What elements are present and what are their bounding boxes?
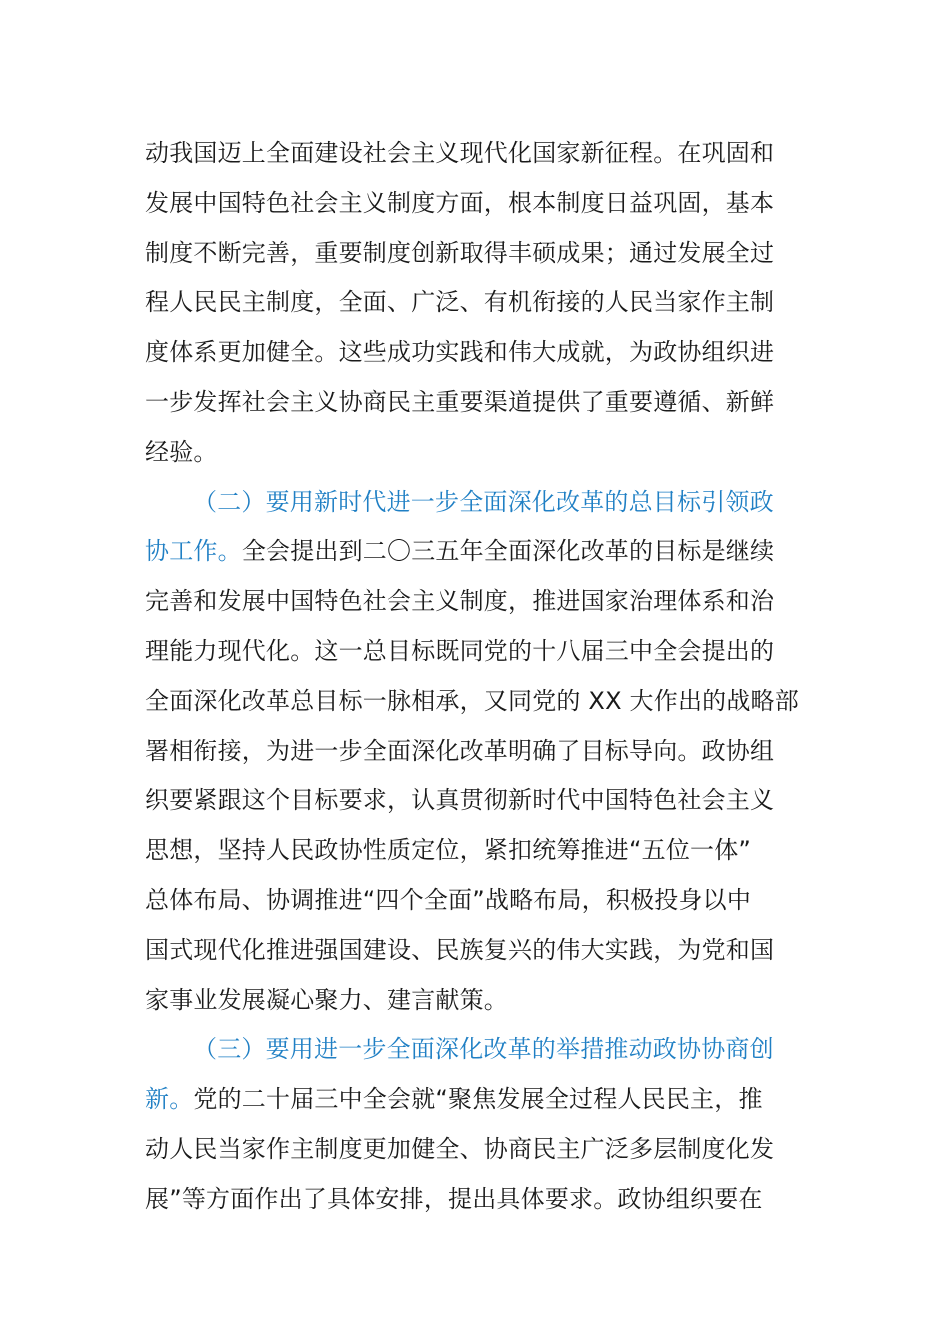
section-heading-2: [145, 478, 825, 528]
text-line: 动我国迈上全面建设社会主义现代化国家新征程。在巩固和: [145, 139, 775, 167]
text-segment: 全会提出到二〇三五年全面深化改革的目标是继续: [241, 537, 775, 566]
section-heading-3: [145, 1025, 825, 1075]
text-line: 理能力现代化。这一总目标既同党的十八届三中全会提出的: [145, 636, 775, 665]
text-line: 家事业发展凝心聚力、建言献策。: [145, 985, 508, 1014]
text-line: 织要紧跟这个目标要求，认真贯彻新时代中国特色社会主义: [145, 786, 775, 815]
text-line: 总体布局、协调推进“四个全面”战略布局，积极投身以中: [145, 885, 752, 914]
section-heading-3-text: （三）要用进一步全面深化改革的举措推动政协协商创: [193, 1035, 774, 1064]
text-line: 制度不断完善，重要制度创新取得丰硕成果；通过发展全过: [145, 238, 775, 267]
text-line: [145, 1075, 825, 1125]
text-line: 国式现代化推进强国建设、民族复兴的伟大实践，为党和国: [145, 935, 775, 964]
text-line: 经验。: [145, 437, 218, 466]
text-line: 一步发挥社会主义协商民主重要渠道提供了重要遵循、新鲜: [145, 387, 775, 416]
text-line: 展”等方面作出了具体安排，提出具体要求。政协组织要在: [145, 1184, 763, 1213]
text-segment: 党的二十届三中全会就“聚焦发展全过程人民民主，推: [193, 1085, 763, 1114]
text-line: 署相衔接，为进一步全面深化改革明确了目标导向。政协组: [145, 736, 775, 765]
section-heading-2-text: （二）要用新时代进一步全面深化改革的总目标引领政: [193, 487, 774, 516]
text-line: 度体系更加健全。这些成功实践和伟大成就，为政协组织进: [145, 338, 775, 367]
section-heading-2-text-end: 协工作。: [145, 537, 242, 566]
text-line: 发展中国特色社会主义制度方面，根本制度日益巩固，基本: [145, 188, 775, 217]
text-line: 程人民民主制度，全面、广泛、有机衔接的人民当家作主制: [145, 288, 775, 317]
document-body: [145, 129, 825, 1225]
text-line: 全面深化改革总目标一脉相承，又同党的 XX 大作出的战略部: [145, 686, 799, 715]
text-line: 完善和发展中国特色社会主义制度，推进国家治理体系和治: [145, 587, 775, 616]
section-heading-3-text-end: 新。: [145, 1085, 194, 1114]
text-line: 思想，坚持人民政协性质定位，紧扣统筹推进“五位一体”: [145, 836, 752, 865]
text-line: 动人民当家作主制度更加健全、协商民主广泛多层制度化发: [145, 1134, 775, 1163]
text-line: [145, 527, 825, 577]
